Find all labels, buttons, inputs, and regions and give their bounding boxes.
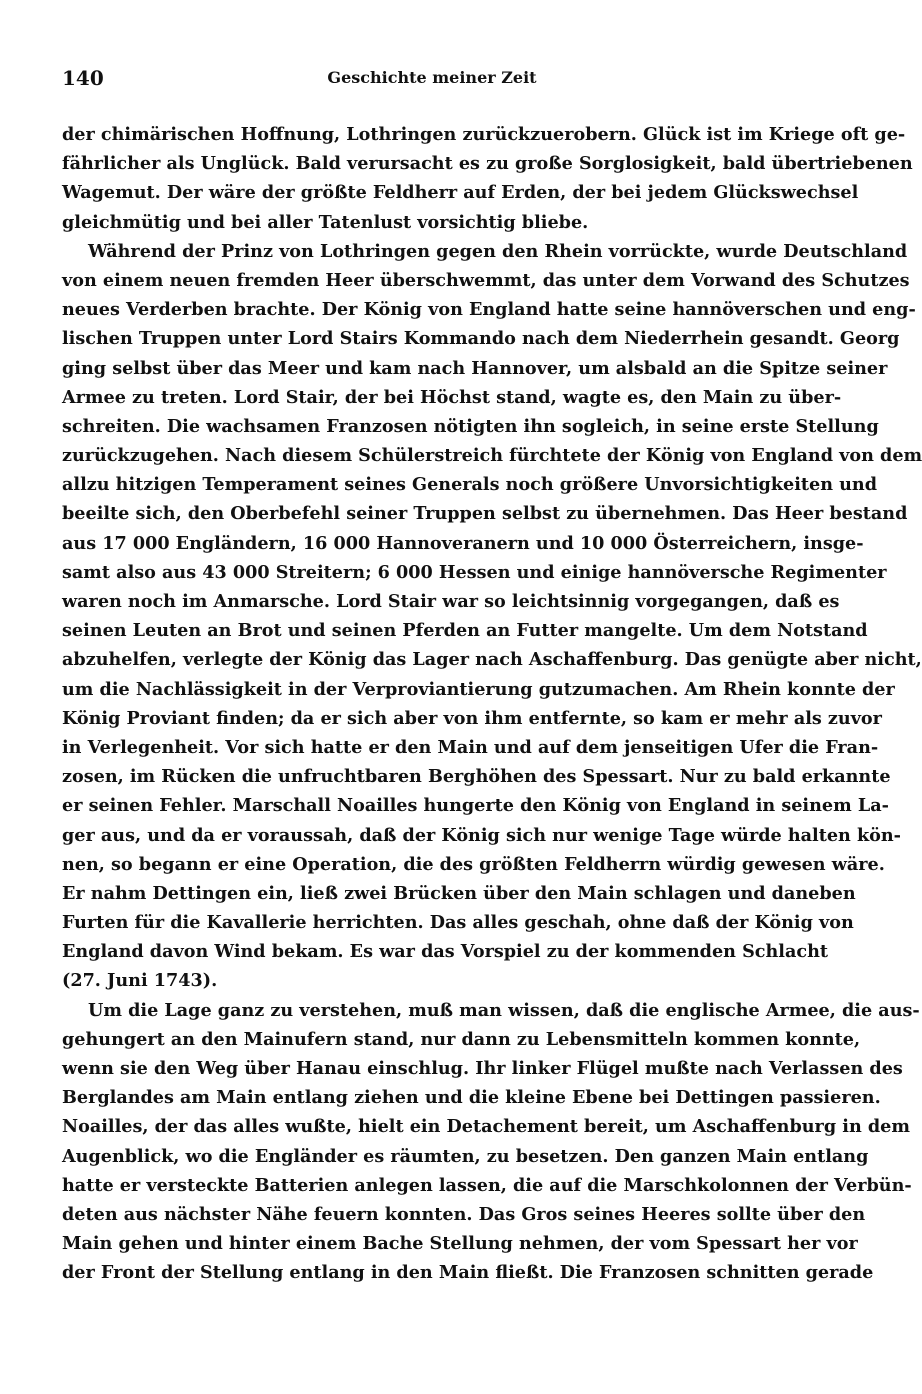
text-line: in Verlegenheit. Vor sich hatte er den Main und auf dem jenseitigen Ufer die Fran- (62, 736, 879, 758)
text-line: (27. Juni 1743). (62, 970, 218, 992)
text-line: ger aus, und da er voraussah, daß der König sich nur wenige Tage würde halten kön- (62, 824, 901, 846)
body-text (62, 120, 922, 1288)
text-line: der chimärischen Hoffnung, Lothringen zurückzuerobern. Glück ist im Kriege oft ge- (62, 124, 906, 145)
text-line: Main gehen und hinter einem Bache Stellung nehmen, der vom Spessart her vor (62, 1233, 858, 1255)
text-line: Wagemut. Der wäre der größte Feldherr auf Erden, der bei jedem Glückswechsel (62, 182, 859, 204)
text-line: der Front der Stellung entlang in den Main fließt. Die Franzosen schnitten gerade (62, 1262, 874, 1284)
running-title: Geschichte meiner Zeit (327, 68, 537, 87)
text-line: Berglandes am Main entlang ziehen und die kleine Ebene bei Dettingen passieren. (62, 1087, 881, 1109)
text-line: beeilte sich, den Oberbefehl seiner Truppen selbst zu übernehmen. Das Heer bestand (62, 503, 908, 525)
text-line: um die Nachlässigkeit in der Verproviantierung gutzumachen. Am Rhein konnte der (62, 678, 895, 700)
text-line: Während der Prinz von Lothringen gegen den Rhein vorrückte, wurde Deutschland (88, 240, 908, 262)
text-line: er seinen Fehler. Marschall Noailles hungerte den König von England in seinem La- (62, 795, 889, 817)
text-line: Noailles, der das alles wußte, hielt ein Detachement bereit, um Aschaffenburg in dem (62, 1116, 910, 1138)
text-line: hatte er versteckte Batterien anlegen lassen, die auf die Marschkolonnen der Verbün- (62, 1174, 912, 1196)
text-line: schreiten. Die wachsamen Franzosen nötigten ihn sogleich, in seine erste Stellung (62, 415, 879, 437)
text-line: allzu hitzigen Temperament seines Generals noch größere Unvorsichtigkeiten und (62, 474, 878, 496)
page-number: 140 (62, 66, 104, 90)
text-line: wenn sie den Weg über Hanau einschlug. Ihr linker Flügel mußte nach Verlassen des (62, 1058, 903, 1079)
text-line: ging selbst über das Meer und kam nach Hannover, um alsbald an die Spitze seiner (62, 357, 888, 379)
text-line: seinen Leuten an Brot und seinen Pferden an Futter mangelte. Um dem Notstand (62, 620, 868, 642)
text-line: aus 17 000 Engländern, 16 000 Hannoveranern und 10 000 Österreichern, insge- (62, 532, 864, 554)
text-line: nen, so begann er eine Operation, die des größten Feldherrn würdig gewesen wäre. (62, 853, 885, 875)
text-line: zosen, im Rücken die unfruchtbaren Berghöhen des Spessart. Nur zu bald erkannte (62, 766, 891, 788)
text-line: neues Verderben brachte. Der König von England hatte seine hannöverschen und eng- (62, 299, 916, 321)
text-line: abzuhelfen, verlegte der König das Lager nach Aschaffenburg. Das genügte aber nicht, (62, 649, 922, 671)
text-line: Um die Lage ganz zu verstehen, muß man wissen, daß die englische Armee, die aus- (88, 999, 920, 1021)
text-line: gleichmütig und bei aller Tatenlust vorsichtig bliebe. (62, 211, 589, 233)
text-line: waren noch im Anmarsche. Lord Stair war so leichtsinnig vorgegangen, daß es (62, 591, 840, 612)
page-header (62, 66, 802, 96)
text-line: deten aus nächster Nähe feuern konnten. Das Gros seines Heeres sollte über den (62, 1203, 866, 1225)
text-line: König Proviant finden; da er sich aber von ihm entfernte, so kam er mehr als zuvor (62, 707, 882, 729)
text-line: lischen Truppen unter Lord Stairs Kommando nach dem Niederrhein gesandt. Georg (62, 328, 900, 350)
text-line: Er nahm Dettingen ein, ließ zwei Brücken über den Main schlagen und daneben (62, 882, 856, 904)
text-line: zurückzugehen. Nach diesem Schülerstreich fürchtete der König von England von dem (62, 445, 922, 467)
text-line: Armee zu treten. Lord Stair, der bei Höchst stand, wagte es, den Main zu über- (62, 386, 842, 408)
text-line: samt also aus 43 000 Streitern; 6 000 Hessen und einige hannöversche Regimenter (62, 561, 887, 583)
text-line: von einem neuen fremden Heer überschwemmt, das unter dem Vorwand des Schutzes (62, 269, 910, 291)
text-line: England davon Wind bekam. Es war das Vorspiel zu der kommenden Schlacht (62, 941, 829, 963)
text-line: gehungert an den Mainufern stand, nur dann zu Lebensmitteln kommen konnte, (62, 1028, 861, 1050)
text-line: Augenblick, wo die Engländer es räumten, zu besetzen. Den ganzen Main entlang (62, 1145, 869, 1167)
text-line: fährlicher als Unglück. Bald verursacht es zu große Sorglosigkeit, bald übertriebenen (62, 153, 913, 175)
text-line: Furten für die Kavallerie herrichten. Das alles geschah, ohne daß der König von (62, 912, 854, 934)
